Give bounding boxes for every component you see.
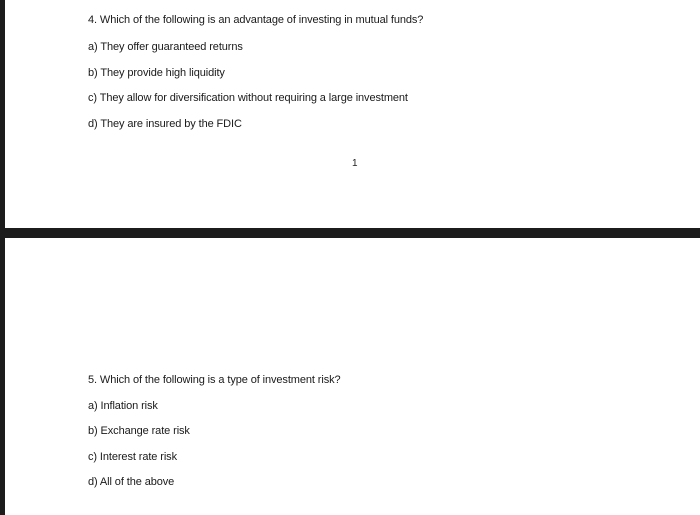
- question-4-option-a: a) They offer guaranteed returns: [88, 41, 243, 53]
- question-5-option-d: d) All of the above: [88, 476, 175, 488]
- question-5-option-c: c) Interest rate risk: [88, 451, 177, 463]
- question-4-option-c: c) They allow for diversification without requiring a large investment: [88, 92, 408, 104]
- document-page-2: [5, 238, 700, 515]
- page-number: 1: [352, 158, 358, 169]
- question-5-option-a: a) Inflation risk: [88, 400, 158, 412]
- document-page-1: [5, 0, 700, 228]
- question-5-option-b: b) Exchange rate risk: [88, 425, 190, 437]
- question-4-option-d: d) They are insured by the FDIC: [88, 118, 242, 130]
- question-4-option-b: b) They provide high liquidity: [88, 67, 225, 79]
- question-5-text: 5. Which of the following is a type of investment risk?: [88, 374, 341, 386]
- question-4-text: 4. Which of the following is an advantage of investing in mutual funds?: [88, 14, 424, 26]
- page-divider: [0, 228, 700, 238]
